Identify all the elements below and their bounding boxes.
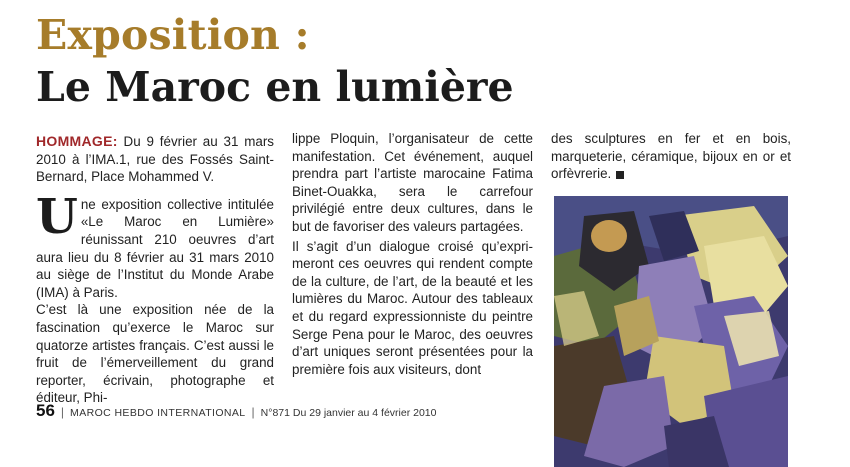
paragraph-3: lippe Ploquin, l’organisateur de cette manifestation. Cet événement, auquel prendra part l’artiste marocaine Fatima Binet-Ouakka, sera le carrefour privilégié entre deux cultures, dans le but de favoriser des valeurs partagées. bbox=[292, 131, 533, 234]
paragraph-1 bbox=[36, 188, 274, 302]
painting-image bbox=[554, 196, 788, 467]
article-column-1 bbox=[36, 133, 274, 407]
page-number: 56 bbox=[36, 401, 55, 420]
paragraph-4: Il s’agit d’un dialogue croisé qu’expri-meront ces oeuvres qui rendent compte de la culture, de l’art, de la beauté et les lumières du Maroc. Autour des tableaux et du regard expressionniste du peintre Serge Pena pour le Maroc, des oeuvres d’art uniques seront présentées pour la première fois aux visiteurs, dont bbox=[292, 238, 533, 377]
intro-paragraph bbox=[36, 133, 274, 186]
magazine-name: MAROC HEBDO INTERNATIONAL bbox=[70, 407, 246, 419]
issue-info: N°871 Du 29 janvier au 4 février 2010 bbox=[260, 407, 437, 419]
paragraph-5-text: des sculptures en fer et en bois, marqueterie, céramique, bijoux en or et orfèvrerie. bbox=[551, 131, 791, 182]
drop-cap: U bbox=[36, 188, 78, 245]
article-column-2 bbox=[292, 130, 533, 378]
intro-text: Du 9 février au 31 mars 2010 à l’IMA.1, rue des Fossés Saint-Bernard, Place Mohammed V. bbox=[36, 134, 274, 185]
footer-separator: | bbox=[251, 405, 255, 419]
article-column-3 bbox=[551, 130, 791, 183]
page-footer bbox=[36, 401, 436, 421]
headline-line-1: Exposition : bbox=[36, 11, 310, 59]
headline-line-2: Le Maroc en lumière bbox=[36, 63, 514, 111]
footer-separator: | bbox=[60, 405, 65, 419]
hommage-label: HOMMAGE: bbox=[36, 133, 118, 149]
end-of-article-mark bbox=[616, 171, 624, 179]
paragraph-1-text: ne exposition collective intitulée «Le Maroc en Lumière» réunissant 210 oeuvres d’art aura lieu du 8 février au 31 mars 2010 au siège de l’Institut du Monde Arabe (IMA) à Paris. bbox=[36, 196, 274, 300]
paragraph-2: C’est là une exposition née de la fascination qu’exerce le Maroc sur quatorze artistes français. C’est aussi le fruit de l’émerveillement du grand reporter, écrivain, photographe et éditeur, Phi- bbox=[36, 302, 274, 406]
paragraph-5 bbox=[551, 130, 791, 183]
